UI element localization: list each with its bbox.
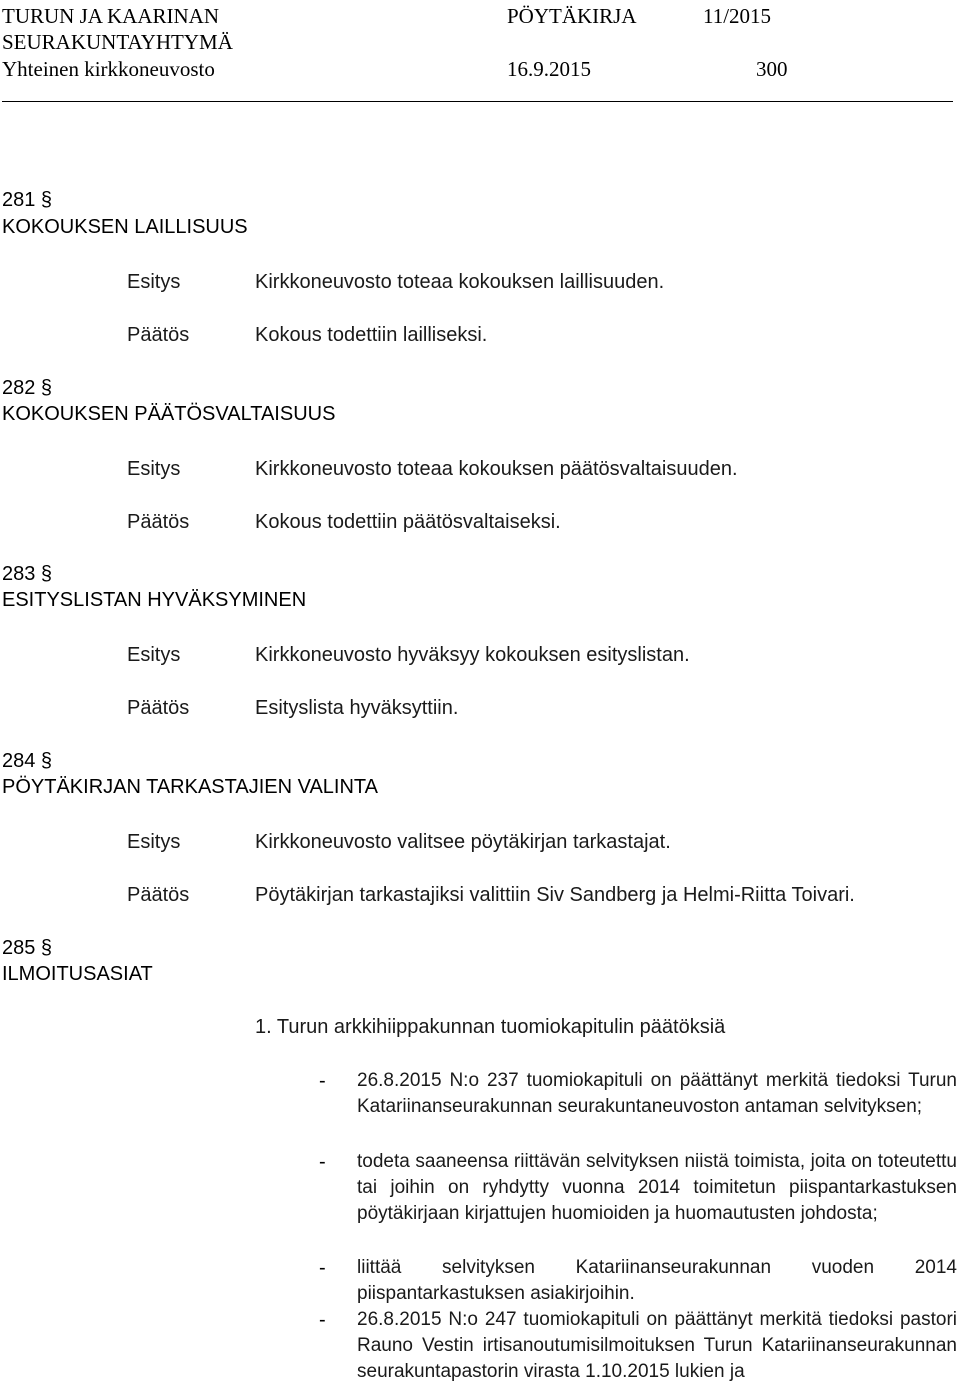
section-number: 282 § bbox=[2, 377, 53, 399]
decision-text: Pöytäkirjan tarkastajiksi valittiin Siv Sandberg ja Helmi-Riitta Toivari. bbox=[255, 884, 855, 906]
section-title: ILMOITUSASIAT bbox=[2, 963, 153, 985]
decision-label: Päätös bbox=[127, 697, 190, 719]
header-page-number: 300 bbox=[756, 57, 788, 81]
decision-text: Kokous todettiin päätösvaltaiseksi. bbox=[255, 511, 561, 533]
decision-label: Päätös bbox=[127, 324, 190, 346]
bullet-text: liittää selvityksen Katariinanseurakunnan vuoden 2014 piispantarkastuksen asiakirjoihin. bbox=[357, 1257, 957, 1304]
section-title: KOKOUKSEN PÄÄTÖSVALTAISUUS bbox=[2, 403, 336, 425]
header-date: 16.9.2015 bbox=[507, 57, 591, 81]
header-org-line2: SEURAKUNTAYHTYMÄ bbox=[2, 30, 233, 54]
announcement-item-heading: 1. Turun arkkihiippakunnan tuomiokapitulin päätöksiä bbox=[255, 1016, 726, 1038]
section-number: 283 § bbox=[2, 563, 53, 585]
proposal-text: Kirkkoneuvosto valitsee pöytäkirjan tarkastajat. bbox=[255, 831, 671, 853]
proposal-label: Esitys bbox=[127, 458, 181, 480]
proposal-label: Esitys bbox=[127, 271, 181, 293]
bullet-text: 26.8.2015 N:o 247 tuomiokapituli on päättänyt merkitä tiedoksi pastori Rauno Vestin irtisanoutumisilmoituksen Turun Katariinanseurakunnan seurakuntapastorin virasta 1.10.2015 lukien ja bbox=[357, 1309, 957, 1382]
proposal-text: Kirkkoneuvosto hyväksyy kokouksen esityslistan. bbox=[255, 644, 690, 666]
section-title: PÖYTÄKIRJAN TARKASTAJIEN VALINTA bbox=[2, 776, 379, 798]
section-title: KOKOUKSEN LAILLISUUS bbox=[2, 216, 248, 238]
proposal-text: Kirkkoneuvosto toteaa kokouksen päätösvaltaisuuden. bbox=[255, 458, 738, 480]
decision-label: Päätös bbox=[127, 511, 190, 533]
section-number: 284 § bbox=[2, 750, 53, 772]
section-number: 281 § bbox=[2, 189, 53, 211]
header-divider bbox=[2, 101, 953, 102]
section-title: ESITYSLISTAN HYVÄKSYMINEN bbox=[2, 589, 307, 611]
decision-text: Kokous todettiin lailliseksi. bbox=[255, 324, 488, 346]
decision-label: Päätös bbox=[127, 884, 190, 906]
decision-text: Esityslista hyväksyttiin. bbox=[255, 697, 459, 719]
header-doc-type: PÖYTÄKIRJA bbox=[507, 4, 637, 28]
bullet-dash: - bbox=[319, 1309, 326, 1331]
header-org-line1: TURUN JA KAARINAN bbox=[2, 4, 220, 28]
bullet-dash: - bbox=[319, 1070, 326, 1092]
header-issue: 11/2015 bbox=[703, 4, 772, 28]
bullet-dash: - bbox=[319, 1151, 326, 1173]
proposal-label: Esitys bbox=[127, 831, 181, 853]
bullet-text: todeta saaneensa riittävän selvityksen niistä toimista, joita on toteutettu tai joihin on ryhdytty vuonna 2014 toimitetun piispantarkastuksen pöytäkirjaan kirjattujen huomioiden ja huomautusten johdosta; bbox=[357, 1151, 957, 1224]
bullet-dash: - bbox=[319, 1257, 326, 1279]
proposal-text: Kirkkoneuvosto toteaa kokouksen laillisuuden. bbox=[255, 271, 665, 293]
bullet-text: 26.8.2015 N:o 237 tuomiokapituli on päättänyt merkitä tiedoksi Turun Katariinanseurakunnan seurakuntaneuvoston antaman selvityksen; bbox=[357, 1070, 957, 1117]
header-body-name: Yhteinen kirkkoneuvosto bbox=[2, 57, 215, 81]
proposal-label: Esitys bbox=[127, 644, 181, 666]
section-number: 285 § bbox=[2, 937, 53, 959]
